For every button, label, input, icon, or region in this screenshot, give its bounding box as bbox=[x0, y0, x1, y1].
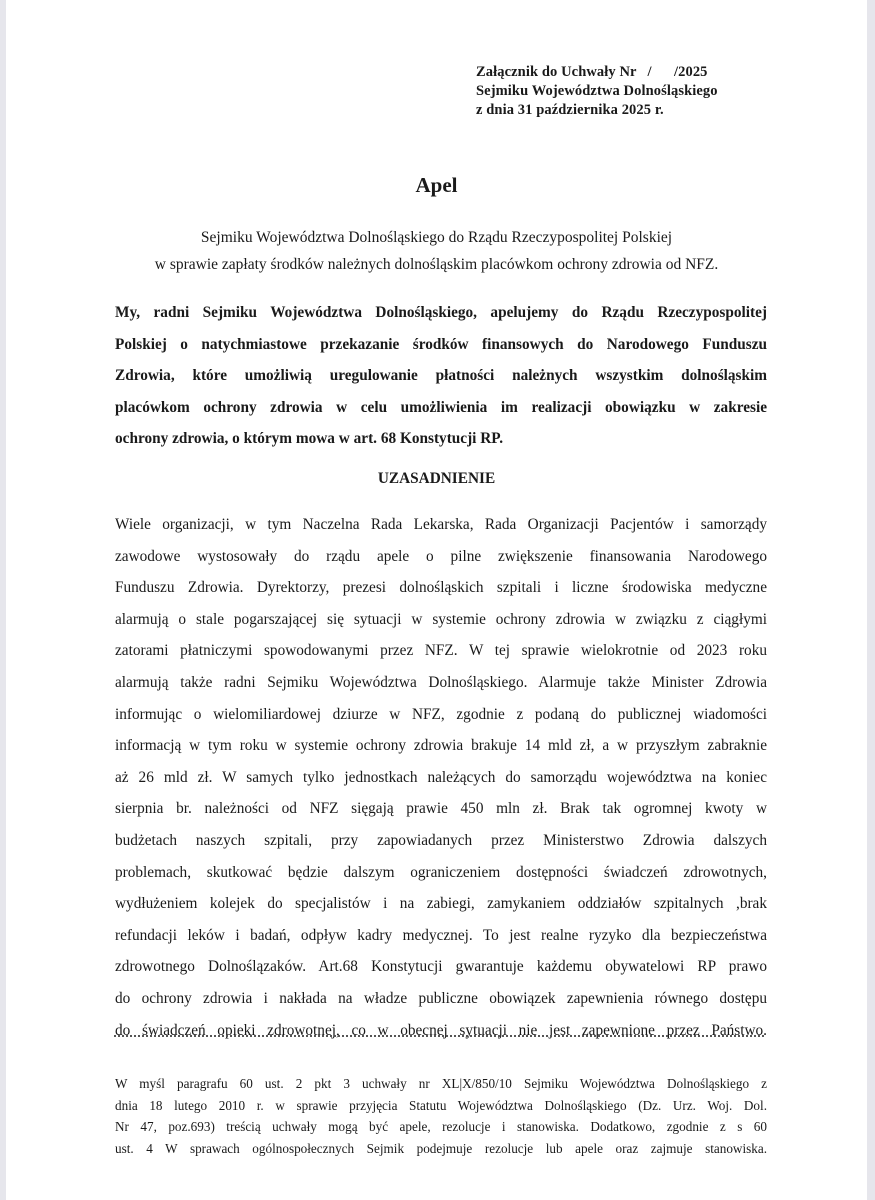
subtitle-line: w sprawie zapłaty środków należnych dolnośląskim placówkom ochrony zdrowia od NFZ. bbox=[154, 256, 719, 273]
justification-line: wydłużeniem kolejek do specjalistów i na zabiegi, zamykaniem oddziałów szpitalnych ,brak bbox=[115, 895, 767, 913]
footnote-line: Nr 47, poz.693) treścią uchwały mogą być apele, rezolucje i stanowiska. Dodatkowo, zgodnie z s 60 bbox=[115, 1119, 767, 1135]
justification-line: zatorami płatniczymi spowodowanymi przez NFZ. W tej sprawie wielokrotnie od 2023 roku bbox=[115, 642, 767, 660]
header-line-resolution-number: Załącznik do Uchwały Nr / /2025 bbox=[476, 64, 708, 80]
header-line-assembly: Sejmiku Województwa Dolnośląskiego bbox=[476, 83, 718, 99]
subtitle-line: Sejmiku Województwa Dolnośląskiego do Rządu Rzeczypospolitej Polskiej bbox=[200, 229, 673, 246]
footnote-paragraph bbox=[115, 1073, 767, 1159]
justification-line: refundacji leków i badań, odpływ kadry medycznej. To jest realne ryzyko dla bezpieczeństwa bbox=[115, 926, 767, 944]
attachment-header bbox=[476, 63, 718, 120]
justification-line: Funduszu Zdrowia. Dyrektorzy, prezesi dolnośląskich szpitali i liczne środowiska medyczne bbox=[115, 579, 767, 597]
appeal-line: ochrony zdrowia, o którym mowa w art. 68 Konstytucji RP. bbox=[115, 430, 504, 447]
appeal-line: placówkom ochrony zdrowia w celu umożliwienia im realizacji obowiązku w zakresie bbox=[115, 398, 767, 416]
justification-line: informując o wielomiliardowej dziurze w NFZ, zgodnie z podaną do publicznej wiadomości bbox=[115, 705, 767, 723]
footnote-line: W myśl paragrafu 60 ust. 2 pkt 3 uchwały nr XL|X/850/10 Sejmiku Województwa Dolnośląskiego z bbox=[115, 1076, 767, 1091]
dotted-divider bbox=[114, 1035, 764, 1037]
document-title: Apel bbox=[415, 173, 458, 197]
justification-paragraph bbox=[115, 509, 767, 1046]
justification-line: alarmują także radni Sejmiku Województwa Dolnośląskiego. Alarmuje także Minister Zdrowia bbox=[115, 673, 767, 691]
justification-line: problemach, skutkować będzie dalszym ograniczeniem dostępności świadczeń zdrowotnych, bbox=[115, 863, 767, 881]
footnote-line: dnia 18 lutego 2010 r. w sprawie przyjęcia Statutu Województwa Dolnośląskiego (Dz. Urz. Woj. Dol. bbox=[115, 1097, 767, 1113]
header-line-date: z dnia 31 października 2025 r. bbox=[476, 102, 664, 118]
justification-line: do ochrony zdrowia i nakłada na władze publiczne obowiązek zapewnienia równego dostępu bbox=[115, 989, 767, 1007]
appeal-paragraph bbox=[115, 297, 767, 455]
justification-line: sierpnia br. należności od NFZ sięgają prawie 450 mln zł. Brak tak ogromnej kwoty w bbox=[115, 800, 767, 818]
justification-line: informacją w tym roku w systemie ochrony zdrowia brakuje 14 mld zł, a w przyszłym zabraknie bbox=[115, 737, 767, 755]
appeal-line: Zdrowia, które umożliwią uregulowanie płatności należnych wszystkim dolnośląskim bbox=[115, 367, 767, 384]
justification-heading: UZASADNIENIE bbox=[377, 470, 496, 487]
justification-line: alarmują o stale pogarszającej się sytuacji w systemie ochrony zdrowia w związku z ciągłymi bbox=[115, 610, 767, 628]
justification-line: budżetach naszych szpitali, przy zapowiadanych przez Ministerstwo Zdrowia dalszych bbox=[115, 831, 767, 849]
appeal-line: Polskiej o natychmiastowe przekazanie środków finansowych do Narodowego Funduszu bbox=[115, 335, 767, 353]
appeal-line: My, radni Sejmiku Województwa Dolnośląskiego, apelujemy do Rządu Rzeczypospolitej bbox=[115, 304, 767, 321]
justification-line: zdrowotnego Dolnoślązaków. Art.68 Konstytucji gwarantuje każdemu obywatelowi RP prawo bbox=[115, 958, 767, 976]
justification-line: Wiele organizacji, w tym Naczelna Rada Lekarska, Rada Organizacji Pacjentów i samorządy bbox=[115, 516, 767, 533]
justification-line: zawodowe wystosowały do rządu apele o pilne zwiększenie finansowania Narodowego bbox=[115, 547, 767, 565]
justification-line: aż 26 mld zł. W samych tylko jednostkach należących do samorządu województwa na koniec bbox=[115, 768, 767, 786]
document-subtitle bbox=[6, 224, 867, 278]
justification-line: do świadczeń opieki zdrowotnej, co w obecnej sytuacji nie jest zapewnione przez Państwo. bbox=[115, 1021, 767, 1039]
footnote-line: ust. 4 W sprawach ogólnospołecznych Sejmik podejmuje rezolucje lub apele oraz zajmuje stanowiska. bbox=[115, 1140, 767, 1156]
document-page bbox=[6, 0, 867, 1200]
